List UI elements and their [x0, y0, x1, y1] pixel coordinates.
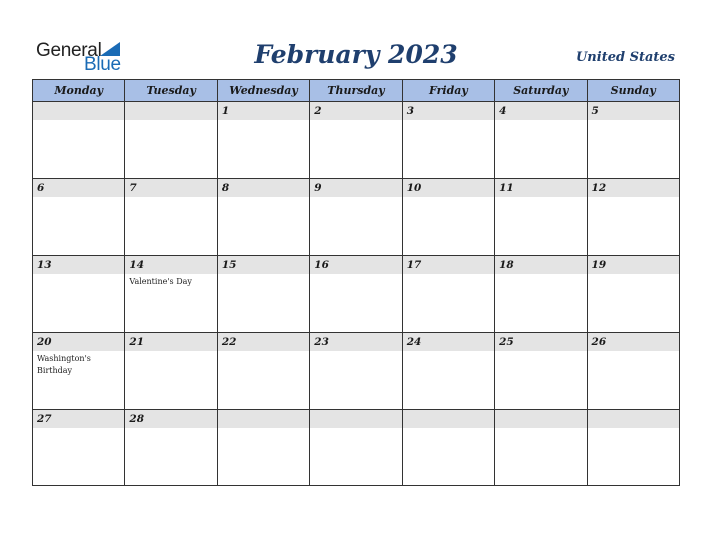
day-number-band	[33, 179, 124, 197]
day-cell	[588, 179, 679, 255]
day-number: 25	[499, 336, 514, 348]
day-number: 12	[591, 182, 607, 194]
day-number: 19	[591, 259, 607, 271]
day-cell	[33, 102, 125, 178]
day-cell	[125, 333, 217, 409]
day-cell	[588, 410, 679, 486]
calendar-grid	[32, 79, 680, 486]
day-number-band	[495, 102, 586, 120]
day-number: 27	[37, 413, 52, 425]
day-number: 3	[406, 105, 414, 117]
day-number-band	[310, 410, 401, 428]
page-title: February 2023	[254, 40, 458, 69]
day-cell	[310, 333, 402, 409]
day-number: 15	[221, 259, 237, 271]
weekday-saturday: Saturday	[495, 80, 587, 102]
day-cell	[218, 102, 310, 178]
week-row	[33, 179, 679, 256]
day-number: 28	[129, 413, 145, 425]
weekday-wednesday: Wednesday	[218, 80, 310, 102]
country-label: United States	[575, 50, 675, 65]
day-number: 5	[591, 105, 599, 117]
day-cell	[403, 256, 495, 332]
day-number-band	[125, 179, 216, 197]
day-cell	[495, 333, 587, 409]
day-cell	[33, 410, 125, 486]
day-number-band	[310, 102, 401, 120]
day-cell	[33, 256, 125, 332]
day-number-band	[125, 102, 216, 120]
weekday-tuesday: Tuesday	[125, 80, 217, 102]
day-cell	[125, 102, 217, 178]
day-number-band	[218, 102, 309, 120]
day-number: 6	[37, 182, 45, 194]
day-number-band	[495, 410, 586, 428]
holiday-label: Valentine's Day	[129, 277, 192, 286]
week-row	[33, 410, 679, 486]
day-cell	[403, 410, 495, 486]
day-cell	[495, 102, 587, 178]
day-cell	[495, 410, 587, 486]
day-number-band	[218, 179, 309, 197]
day-number: 7	[129, 182, 137, 194]
day-cell	[310, 410, 402, 486]
logo-general-text: General	[36, 40, 102, 61]
day-number: 17	[406, 259, 422, 271]
day-cell	[218, 179, 310, 255]
day-number: 4	[499, 105, 507, 117]
day-cell	[588, 256, 679, 332]
weekday-sunday: Sunday	[588, 80, 679, 102]
weekday-thursday: Thursday	[310, 80, 402, 102]
day-cell	[310, 256, 402, 332]
day-cell	[495, 256, 587, 332]
day-cell	[125, 179, 217, 255]
day-number: 2	[314, 105, 322, 117]
holiday-label: Washington's Birthday	[37, 354, 91, 375]
day-number-band	[403, 410, 494, 428]
weekday-header-row	[33, 80, 679, 102]
day-number: 18	[499, 259, 514, 271]
day-cell	[403, 333, 495, 409]
day-number: 24	[406, 336, 422, 348]
week-row	[33, 102, 679, 179]
day-number: 10	[406, 182, 422, 194]
day-cell	[125, 256, 217, 332]
week-row	[33, 333, 679, 410]
day-number: 14	[129, 259, 145, 271]
day-number: 16	[314, 259, 329, 271]
logo-blue-text: Blue	[84, 54, 121, 75]
day-number: 11	[499, 182, 514, 194]
day-cell	[218, 333, 310, 409]
day-number-band	[218, 410, 309, 428]
day-cell	[33, 333, 125, 409]
day-number: 21	[129, 336, 145, 348]
day-cell	[588, 333, 679, 409]
day-number: 22	[221, 336, 237, 348]
day-number: 13	[37, 259, 52, 271]
day-number: 20	[37, 336, 52, 348]
day-number: 23	[314, 336, 329, 348]
day-number-band	[310, 179, 401, 197]
day-cell	[495, 179, 587, 255]
day-cell	[403, 179, 495, 255]
day-cell	[218, 256, 310, 332]
day-number-band	[33, 102, 124, 120]
day-cell	[588, 102, 679, 178]
day-cell	[310, 179, 402, 255]
day-number-band	[403, 102, 494, 120]
day-number-band	[588, 410, 679, 428]
day-cell	[125, 410, 217, 486]
weekday-friday: Friday	[403, 80, 495, 102]
day-number: 9	[314, 182, 322, 194]
day-cell	[218, 410, 310, 486]
day-number-band	[588, 102, 679, 120]
day-number: 8	[221, 182, 230, 194]
day-number: 1	[221, 105, 230, 117]
day-cell	[403, 102, 495, 178]
day-cell	[310, 102, 402, 178]
day-number: 26	[591, 336, 607, 348]
week-row	[33, 256, 679, 333]
day-cell	[33, 179, 125, 255]
weekday-monday: Monday	[33, 80, 125, 102]
